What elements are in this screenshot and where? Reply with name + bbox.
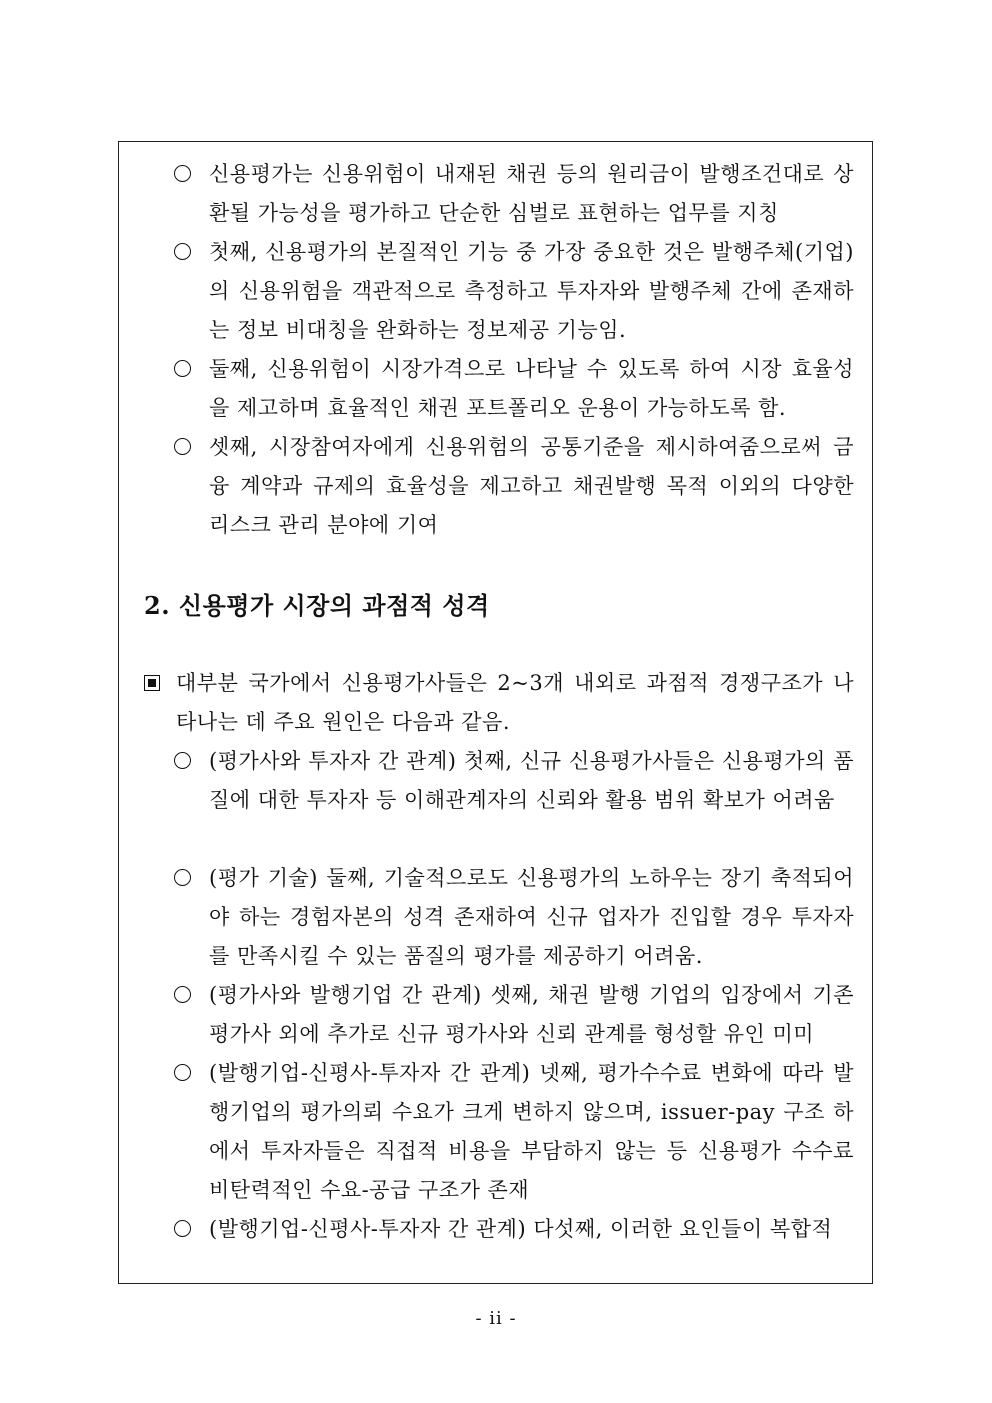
circle-bullet-icon xyxy=(174,350,202,389)
intro-text: 대부분 국가에서 신용평가사들은 2~3개 내외로 과점적 경쟁구조가 나타나는 데 주요 원인은 다음과 같음. xyxy=(176,671,854,734)
bullet-item xyxy=(174,350,854,428)
bullet-item xyxy=(174,155,854,233)
bullet-text: (발행기업-신평사-투자자 간 관계) 넷째, 평가수수료 변화에 따라 발행기업의 평가의뢰 수요가 크게 변하지 않으며, issuer-pay 구조 하에서 투자자들은 직접적 비용을 부담하지 않는 등 신용평가 수수료 비탄력적인 수요-공급 구조가 존재 xyxy=(209,1061,854,1202)
bullet-item xyxy=(174,233,854,350)
bullet-text: (발행기업-신평사-투자자 간 관계) 다섯째, 이러한 요인들이 복합적 xyxy=(209,1217,833,1241)
circle-bullet-icon xyxy=(174,155,202,194)
bullet-text: 첫째, 신용평가의 본질적인 기능 중 가장 중요한 것은 발행주체(기업)의 신용위험을 객관적으로 측정하고 투자자와 발행주체 간에 존재하는 정보 비대칭을 완화하는 정보제공 기능임. xyxy=(209,240,854,342)
bullet-text: 둘째, 신용위험이 시장가격으로 나타날 수 있도록 하여 시장 효율성을 제고하며 효율적인 채권 포트폴리오 운용이 가능하도록 함. xyxy=(209,357,854,420)
section-heading: 2. 신용평가 시장의 과점적 성격 xyxy=(144,591,490,620)
bullet-item xyxy=(174,859,854,976)
bullet-item xyxy=(174,428,854,545)
circle-bullet-icon xyxy=(174,859,202,898)
bullet-text: 신용평가는 신용위험이 내재된 채권 등의 원리금이 발행조건대로 상환될 가능성을 평가하고 단순한 심벌로 표현하는 업무를 지칭 xyxy=(209,162,854,225)
circle-bullet-icon xyxy=(174,233,202,272)
bullet-item xyxy=(174,1054,854,1210)
filled-square-bullet-icon xyxy=(144,664,160,703)
square-bullet-item xyxy=(144,664,854,742)
bullet-item xyxy=(174,1210,854,1249)
bullet-text: (평가 기술) 둘째, 기술적으로도 신용평가의 노하우는 장기 축적되어야 하는 경험자본의 성격 존재하여 신규 업자가 진입할 경우 투자자를 만족시킬 수 있는 품질의 평가를 제공하기 어려움. xyxy=(209,866,854,968)
bullet-text: (평가사와 투자자 간 관계) 첫째, 신규 신용평가사들은 신용평가의 품질에 대한 투자자 등 이해관계자의 신뢰와 활용 범위 확보가 어려움 xyxy=(209,749,854,812)
bullet-item xyxy=(174,742,854,820)
bullet-item xyxy=(174,976,854,1054)
page-number: - ii - xyxy=(475,1308,517,1329)
circle-bullet-icon xyxy=(174,1054,202,1093)
circle-bullet-icon xyxy=(174,976,202,1015)
bullet-text: (평가사와 발행기업 간 관계) 셋째, 채권 발행 기업의 입장에서 기존 평가사 외에 추가로 신규 평가사와 신뢰 관계를 형성할 유인 미미 xyxy=(209,983,854,1046)
circle-bullet-icon xyxy=(174,428,202,467)
circle-bullet-icon xyxy=(174,1210,202,1249)
circle-bullet-icon xyxy=(174,742,202,781)
bullet-text: 셋째, 시장참여자에게 신용위험의 공통기준을 제시하여줌으로써 금융 계약과 규제의 효율성을 제고하고 채권발행 목적 이외의 다양한 리스크 관리 분야에 기여 xyxy=(209,435,854,537)
